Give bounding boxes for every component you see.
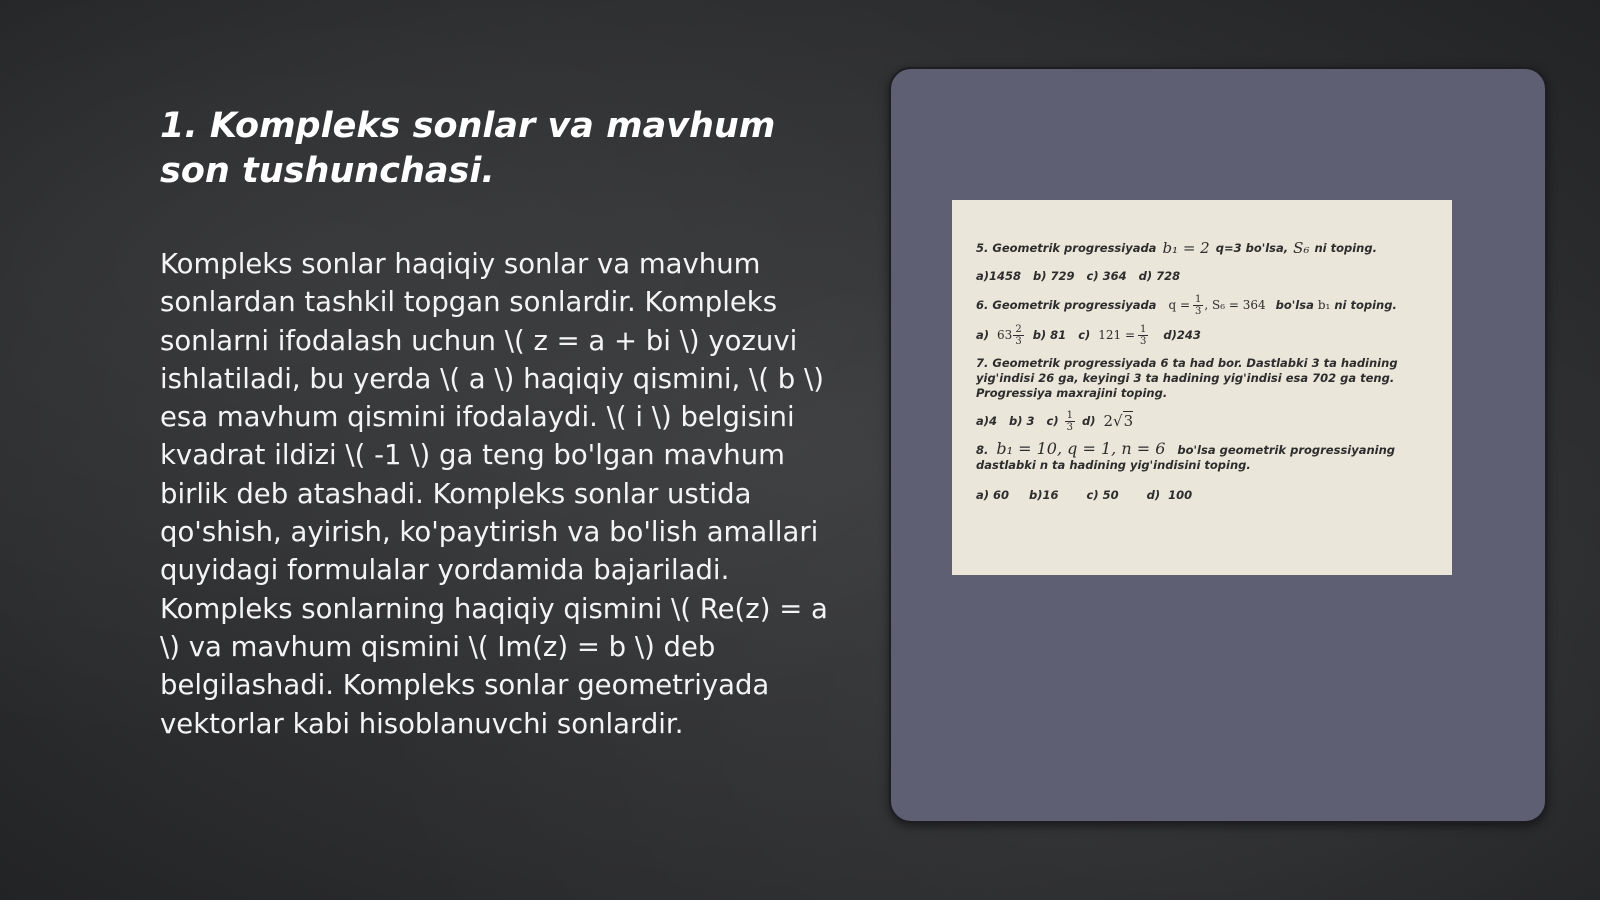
q6-c-fraction: $\frac{1}{3}$ <box>1140 323 1147 347</box>
q6-suffix-b: ni toping. <box>1334 298 1397 312</box>
q6-prefix: 6. Geometrik progressiyada <box>976 298 1157 312</box>
q6-suffix-a: bo'lsa <box>1275 298 1314 312</box>
q5-suffix-a: q=3 bo'lsa, <box>1215 241 1289 255</box>
q8-answers: a) 60 b)16 c) 50 d) 100 <box>976 488 1193 502</box>
q7-d-label: d) <box>1081 414 1096 428</box>
q7-answers <box>976 407 1432 435</box>
q6-a-fraction: $\frac{2}{3}$ <box>1015 323 1022 347</box>
q6-answers <box>976 320 1432 350</box>
q6-math2: b₁ <box>1317 298 1331 312</box>
slide-title: 1. Kompleks sonlar va mavhum son tushunchasi. <box>160 106 776 191</box>
q6-a-label: a) <box>976 328 990 342</box>
q5-suffix-b: ni toping. <box>1314 241 1377 255</box>
q6-c-label: c) <box>1078 328 1091 342</box>
q7-ab: a)4 b) 3 c) <box>976 414 1059 428</box>
q5-answers: a)1458 b) 729 c) 364 d) 728 <box>976 269 1181 283</box>
image-frame <box>889 67 1547 823</box>
q8-text: bo'lsa geometrik progressiyaning dastlabki n ta hadining yig'indisini toping. <box>976 443 1396 472</box>
q6-fraction: $\frac{1}{3}$ <box>1195 293 1202 317</box>
question-8 <box>976 441 1421 473</box>
q5-math: b₁ = 2 <box>1162 239 1210 257</box>
q5-math2: S₆ <box>1293 239 1310 257</box>
question-7: 7. Geometrik progressiyada 6 ta had bor. Dastlabki 3 ta hadining yig'indisi 26 ga, keyingi 3 ta hadining yig'indisi esa 702 ga teng. Progressiya maxrajini toping. <box>976 356 1398 400</box>
q7-c-fraction: $\frac{1}{3}$ <box>1066 409 1073 433</box>
q7-d-sqrt: 2√3 <box>1103 412 1134 430</box>
q8-math: b₁ = 10, q = 1, n = 6 <box>996 439 1166 458</box>
q6-c-val: 121 = <box>1098 328 1136 342</box>
q8-prefix: 8. <box>976 443 989 457</box>
q6-math-s: , S₆ = 364 <box>1204 298 1266 312</box>
question-5 <box>976 238 1432 258</box>
q6-d: d)243 <box>1163 328 1201 342</box>
question-6 <box>976 292 1432 318</box>
q6-a-whole: 63 <box>997 328 1013 342</box>
q5-prefix: 5. Geometrik progressiyada <box>976 241 1157 255</box>
slide-body-text: Kompleks sonlar haqiqiy sonlar va mavhum sonlardan tashkil topgan sonlardir. Kompleks sonlarni ifodalash uchun \( z = a + bi \) yozuvi ishlatiladi, bu yerda \( a \) haqiqiy qismini, \( b \) esa mavhum qismini ifodalaydi. \( i \) belgisini kvadrat ildizi \( -1 \) ga teng bo'lgan mavhum birlik deb atashadi. Kompleks sonlar ustida qo'shish, ayirish, ko'paytirish va bo'lish amallari quyidagi formulalar yordamida bajariladi. Kompleks sonlarning haqiqiy qismini \( Re(z) = a \) va mavhum qismini \( Im(z) = b \) deb belgilashadi. Kompleks sonlar geometriyada vektorlar kabi hisoblanuvchi sonlardir. <box>160 248 828 740</box>
q6-b: b) 81 <box>1032 328 1067 342</box>
q6-math-q: q = <box>1168 298 1191 312</box>
worksheet-image <box>952 200 1452 575</box>
